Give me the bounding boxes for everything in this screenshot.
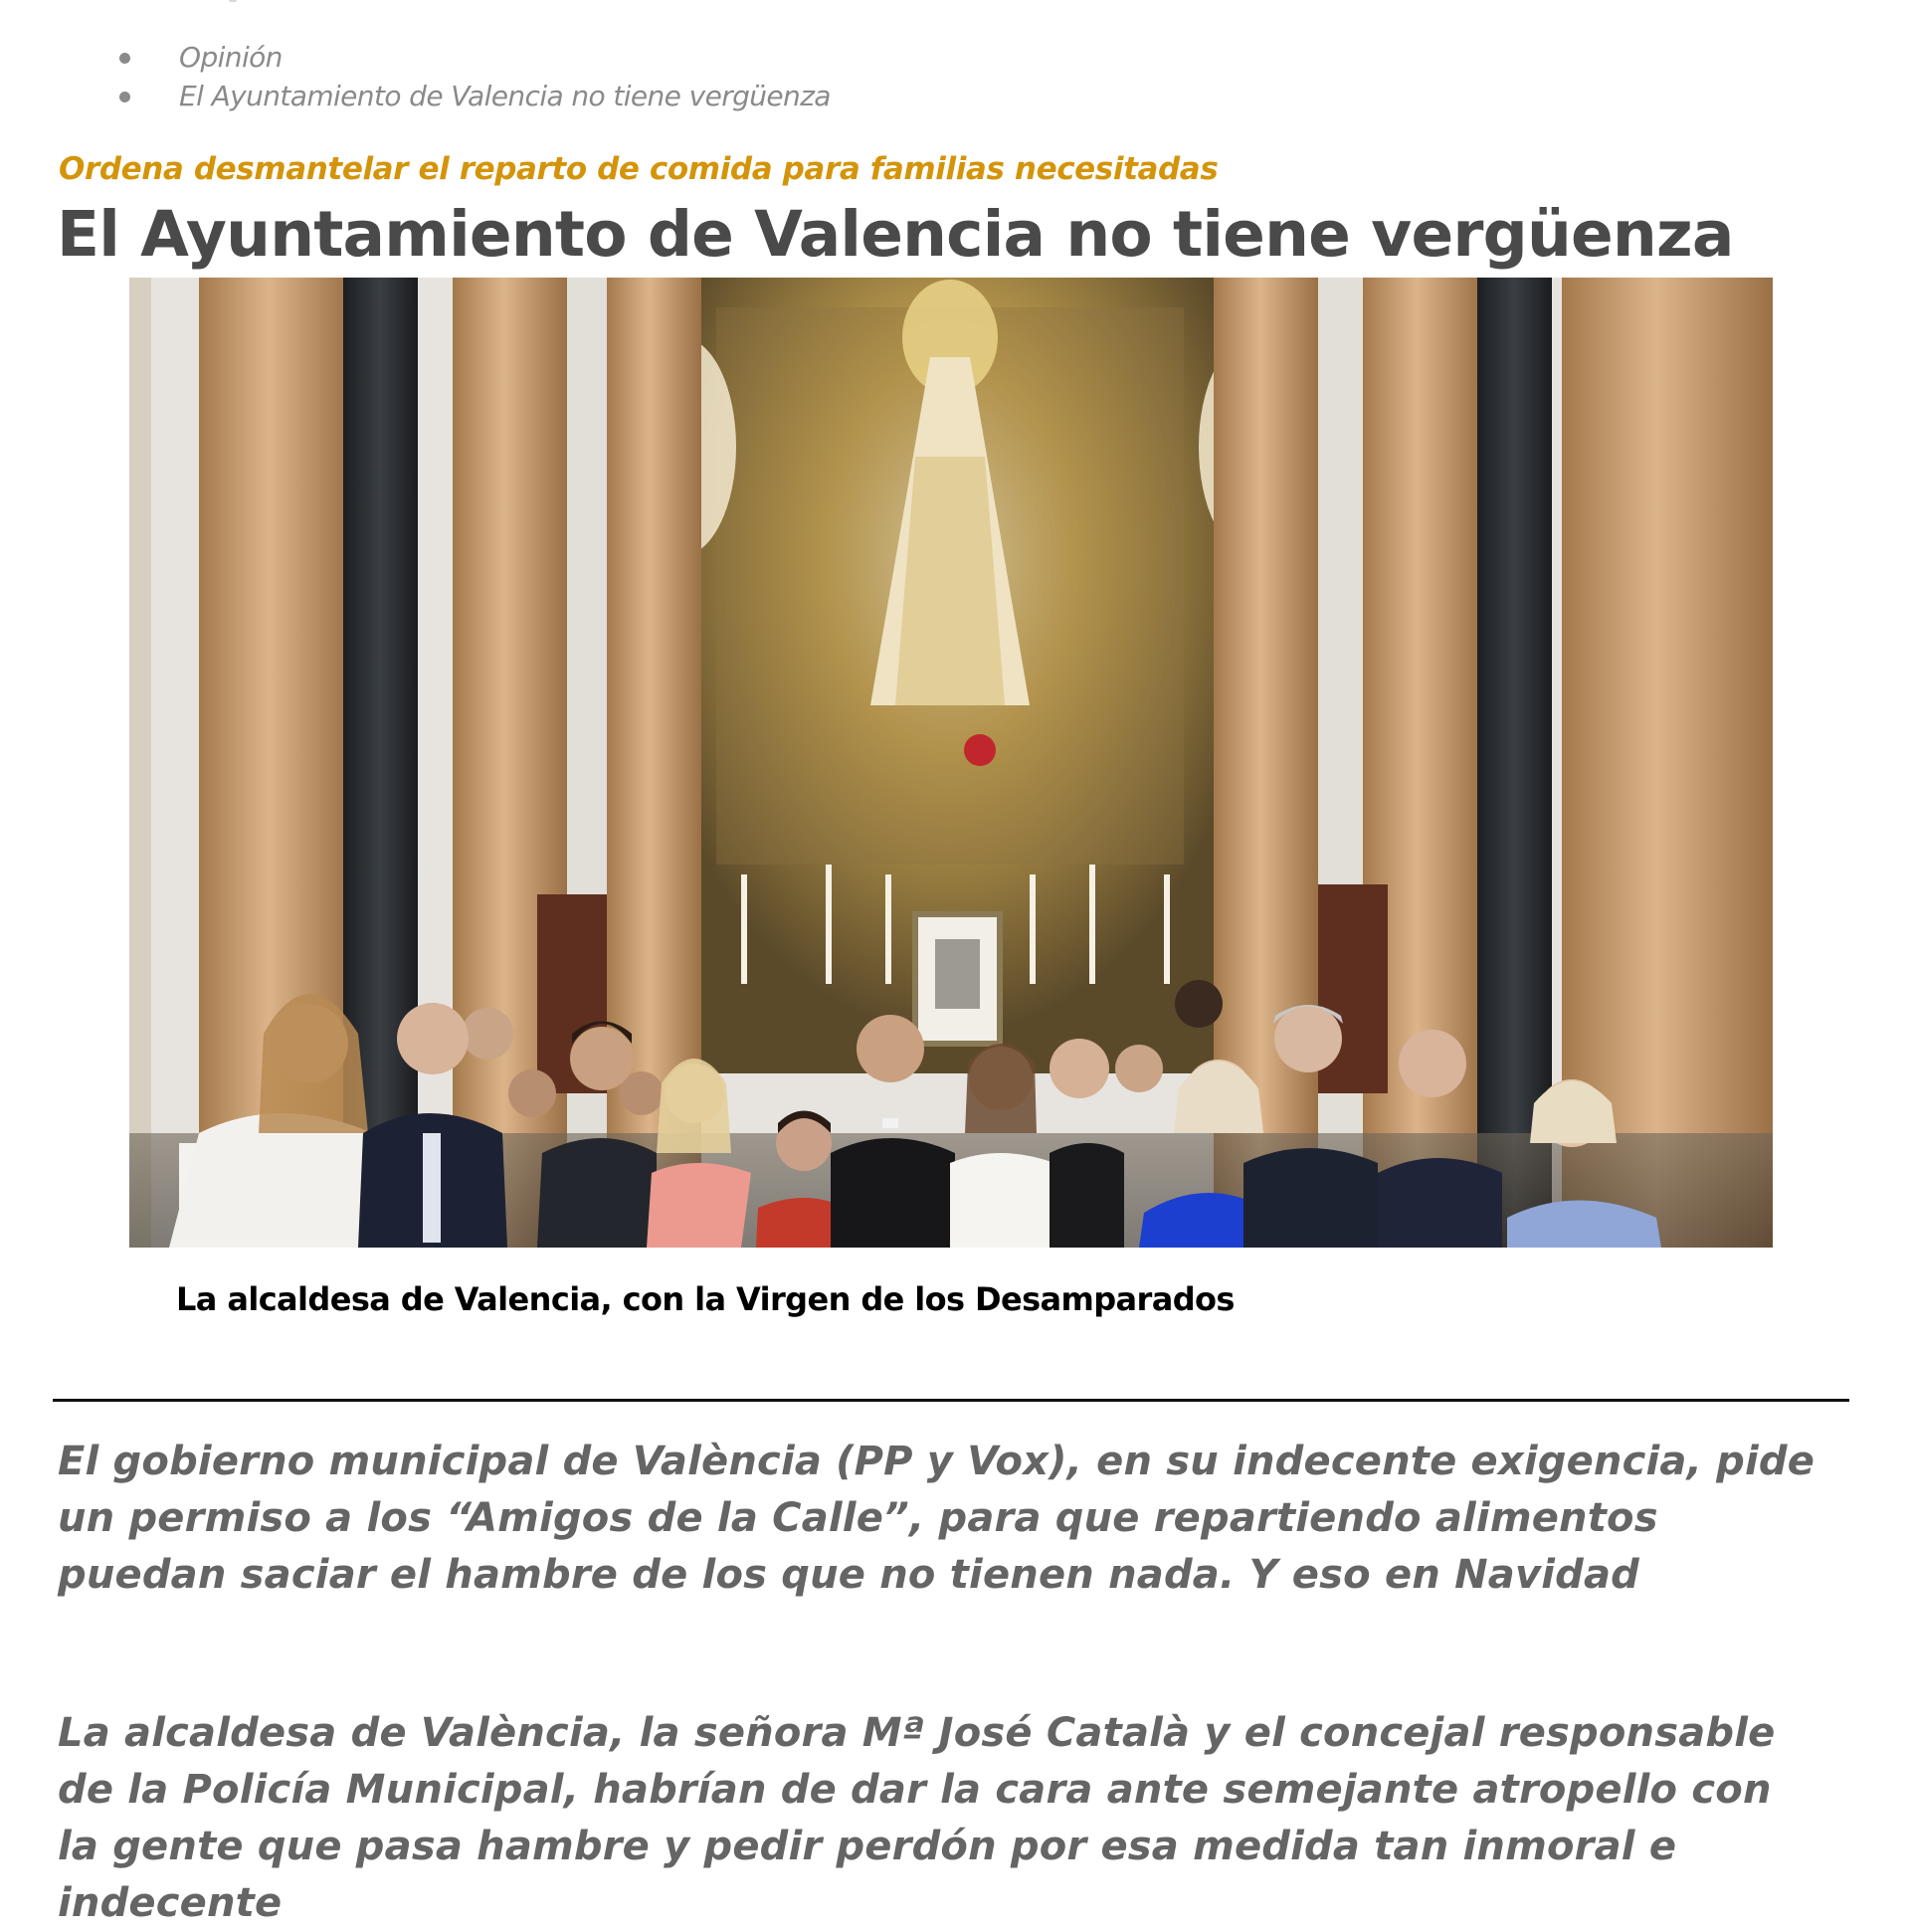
paragraph-line: indecente <box>58 1880 283 1926</box>
breadcrumb-item-current: El Ayuntamiento de Valencia no tiene vergüenza <box>179 80 831 112</box>
article-title: El Ayuntamiento de Valencia no tiene vergüenza <box>57 198 1734 271</box>
article-photo <box>129 278 1773 1248</box>
body-paragraph <box>58 1705 1868 1932</box>
lead-paragraph <box>58 1434 1868 1604</box>
paragraph-line: de la Policía Municipal, habrían de dar la cara ante semejante atropello con <box>58 1767 1772 1813</box>
paragraph-line: La alcaldesa de València, la señora Mª José Català y el concejal responsable <box>58 1710 1776 1756</box>
article-kicker: Ordena desmantelar el reparto de comida para familias necesitadas <box>59 151 1219 187</box>
paragraph-line: puedan saciar el hambre de los que no tienen nada. Y eso en Navidad <box>58 1552 1639 1598</box>
paragraph-line: El gobierno municipal de València (PP y Vox), en su indecente exigencia, pide <box>58 1439 1815 1484</box>
photo-caption: La alcaldesa de Valencia, con la Virgen de los Desamparados <box>176 1280 1235 1318</box>
divider <box>53 1399 1849 1402</box>
paragraph-line: un permiso a los “Amigos de la Calle”, para que repartiendo alimentos <box>58 1495 1658 1541</box>
bullet-icon <box>119 92 130 102</box>
breadcrumb-item-opinion[interactable]: Opinión <box>179 41 283 74</box>
bullet-icon <box>119 53 130 64</box>
paragraph-line: la gente que pasa hambre y pedir perdón por esa medida tan inmoral e <box>58 1824 1677 1869</box>
previous-item-fragment <box>229 0 237 2</box>
